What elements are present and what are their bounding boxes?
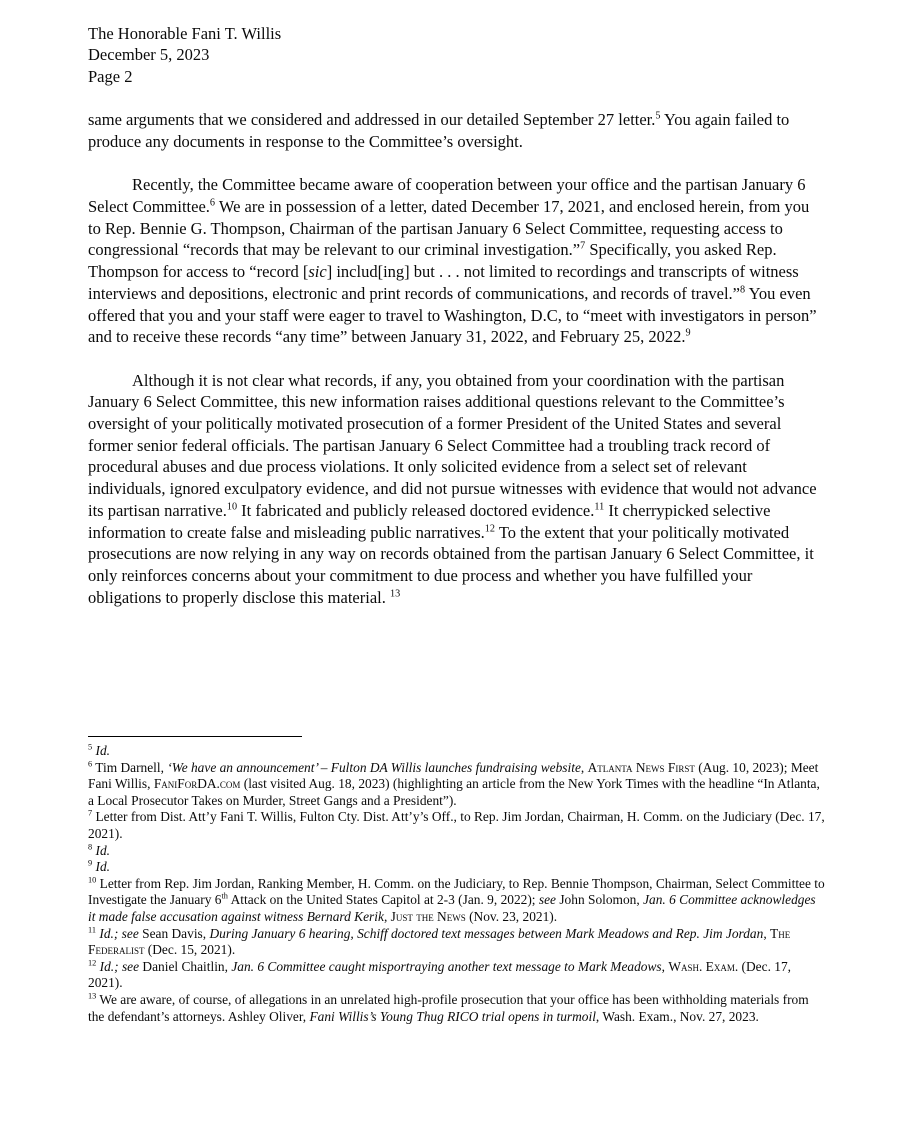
italic-text: Id.; see (99, 958, 140, 974)
body-paragraph (88, 174, 824, 348)
text-run: Tim Darnell, (92, 759, 168, 775)
text-run: You again failed to produce any documents in response to the Committee’s oversight. (88, 110, 790, 151)
footnote-marker: 13 (88, 991, 97, 1001)
footnote-7 (88, 809, 826, 842)
text-run: To the extent that your politically motivated prosecutions are now relying in any way on records obtained from the partisan January 6 Select Committee, it only reinforces concerns about your commitment to due process and whether you have fulfilled your obligations to properly disclose this material. (88, 522, 814, 607)
date-line: December 5, 2023 (88, 45, 210, 65)
footnote-marker: th (221, 891, 228, 901)
footnote-marker: 7 (580, 240, 586, 252)
text-run: John Solomon, (556, 892, 644, 908)
footnote-marker: 5 (655, 110, 661, 122)
smallcaps-text: Wash. Exam. (668, 958, 739, 974)
italic-text: Fani Willis’s Young Thug RICO trial opens in turmoil (309, 1008, 596, 1024)
footnote-13 (88, 992, 826, 1025)
italic-text: see (538, 892, 556, 908)
footnote-marker: 12 (88, 958, 97, 968)
footnote-8 (88, 843, 826, 860)
italic-text: Id. (95, 743, 111, 758)
footnote-marker: 8 (740, 284, 746, 296)
italic-text: During January 6 hearing, Schiff doctored text messages between Mark Meadows and Rep. Jim Jordan (209, 925, 764, 941)
text-run: ] includ[ing] but . . . not limited to recordings and transcripts of witness interviews and depositions, electronic and print records of communications, and records of travel.” (88, 262, 799, 303)
text-run: , Wash. Exam., Nov. 27, 2023. (595, 1008, 759, 1024)
italic-text: Id. (95, 859, 111, 875)
smallcaps-text: FaniForDA.com (153, 776, 241, 792)
recipient-line: The Honorable Fani T. Willis (88, 24, 282, 43)
footnote-marker: 11 (88, 925, 96, 935)
italic-text: ‘We have an announcement’ – Fulton DA Willis launches fundraising website (167, 759, 581, 775)
page-number-line: Page 2 (88, 66, 133, 86)
text-run: Recently, the Committee became aware of cooperation between your office and the partisan January 6 Select Committee. (88, 175, 806, 217)
footnote-marker: 10 (226, 501, 238, 513)
text-run: Specifically, you asked Rep. Thompson for access to “record [ (88, 240, 777, 282)
text-run: , (763, 925, 771, 941)
footnote-marker: 13 (390, 588, 401, 600)
text-run: (Aug. 10, 2023); Meet Fani Willis, (88, 759, 819, 792)
text-run: It cherrypicked selective information to create false and misleading public narratives. (88, 500, 771, 542)
body-paragraph (88, 370, 824, 609)
footnote-11 (88, 926, 826, 959)
footnote-marker: 5 (88, 742, 93, 752)
footnote-marker: 12 (484, 523, 495, 535)
italic-text: Id. (95, 842, 111, 858)
text-run: Attack on the United States Capitol at 2-3 (Jan. 9, 2022); (227, 892, 539, 908)
footnote-block (88, 736, 826, 1025)
footnote-marker: 8 (88, 842, 93, 852)
footnotes-section (88, 743, 826, 1025)
text-run: , (383, 908, 391, 924)
text-run: You even offered that you and your staff were eager to travel to Washington, D.C, to “meet with investigators in person” and to receive these records “any time” between January 31, 2022, and February 25, 2022. (88, 283, 817, 347)
footnote-marker: 11 (594, 501, 605, 513)
text-run: Sean Davis, (138, 925, 210, 941)
italic-text: Jan. 6 Committee caught misportraying another text message to Mark Meadows (231, 958, 662, 974)
footnote-marker: 7 (88, 808, 93, 818)
italic-text: Jan. 6 Committee acknowledges it made false accusation against witness Bernard Kerik (88, 892, 816, 924)
text-run: We are aware, of course, of allegations in an unrelated high-profile prosecution that your office has been withholding materials from the defendant’s attorneys. Ashley Oliver, (88, 991, 809, 1024)
smallcaps-text: Atlanta News First (587, 759, 695, 775)
footnote-marker: 10 (88, 875, 97, 885)
footnote-10 (88, 876, 826, 926)
footnote-marker: 9 (88, 858, 93, 868)
italic-text: Id.; see (99, 925, 139, 941)
smallcaps-text: Just the News (390, 908, 466, 924)
text-run: (Nov. 23, 2021). (465, 908, 558, 924)
text-run: Letter from Dist. Att’y Fani T. Willis, Fulton Cty. Dist. Att’y’s Off., to Rep. Jim Jordan, Chairman, H. Comm. on the Judiciary (Dec. 17, 2021). (88, 809, 825, 841)
footnote-12 (88, 959, 826, 992)
text-run: same arguments that we considered and addressed in our detailed September 27 letter. (88, 110, 656, 130)
body-paragraph (88, 109, 824, 152)
letter-body (88, 109, 824, 608)
footnote-marker: 6 (209, 197, 215, 209)
letter-header (88, 23, 824, 87)
text-run: Daniel Chaitlin, (139, 958, 232, 974)
footnote-9 (88, 859, 826, 876)
text-run: (last visited Aug. 18, 2023) (highlighting an article from the New York Times with the headline “In Atlanta, a Local Prosecutor Takes on Murder, Street Gangs and a President”). (88, 776, 820, 808)
footnote-5 (88, 743, 826, 760)
smallcaps-text: The Federalist (88, 925, 791, 958)
text-run: Although it is not clear what records, if any, you obtained from your coordination with the partisan January 6 Select Committee, this new information raises additional questions relevant to the Committee’s oversight of your politically motivated prosecution of a former President of the United States and several former senior federal officials. The partisan January 6 Select Committee had a troubling track record of procedural abuses and due process violations. It only solicited evidence from a select set of relevant individuals, ignored exculpatory evidence, and did not pursue witnesses with evidence that would not advance its partisan narrative. (88, 370, 817, 520)
footnote-6 (88, 760, 826, 810)
text-run: Letter from Rep. Jim Jordan, Ranking Member, H. Comm. on the Judiciary, to Rep. Bennie Thompson, Chairman, Select Committee to Investigate the January 6 (88, 875, 825, 908)
text-run: , (580, 759, 588, 775)
footnote-marker: 9 (685, 327, 691, 339)
italic-text: sic (308, 262, 327, 282)
text-run: (Dec. 15, 2021). (144, 942, 236, 958)
footnote-marker: 6 (88, 759, 93, 769)
footnote-separator (88, 736, 302, 737)
text-run: , (661, 958, 669, 974)
text-run: It fabricated and publicly released doctored evidence. (237, 500, 595, 520)
text-run: (Dec. 17, 2021). (88, 958, 792, 991)
text-run: We are in possession of a letter, dated December 17, 2021, and enclosed herein, from you to Rep. Bennie G. Thompson, Chairman of the partisan January 6 Select Committee, requesting access to congressional “records that may be relevant to our criminal investigation.” (88, 197, 810, 260)
